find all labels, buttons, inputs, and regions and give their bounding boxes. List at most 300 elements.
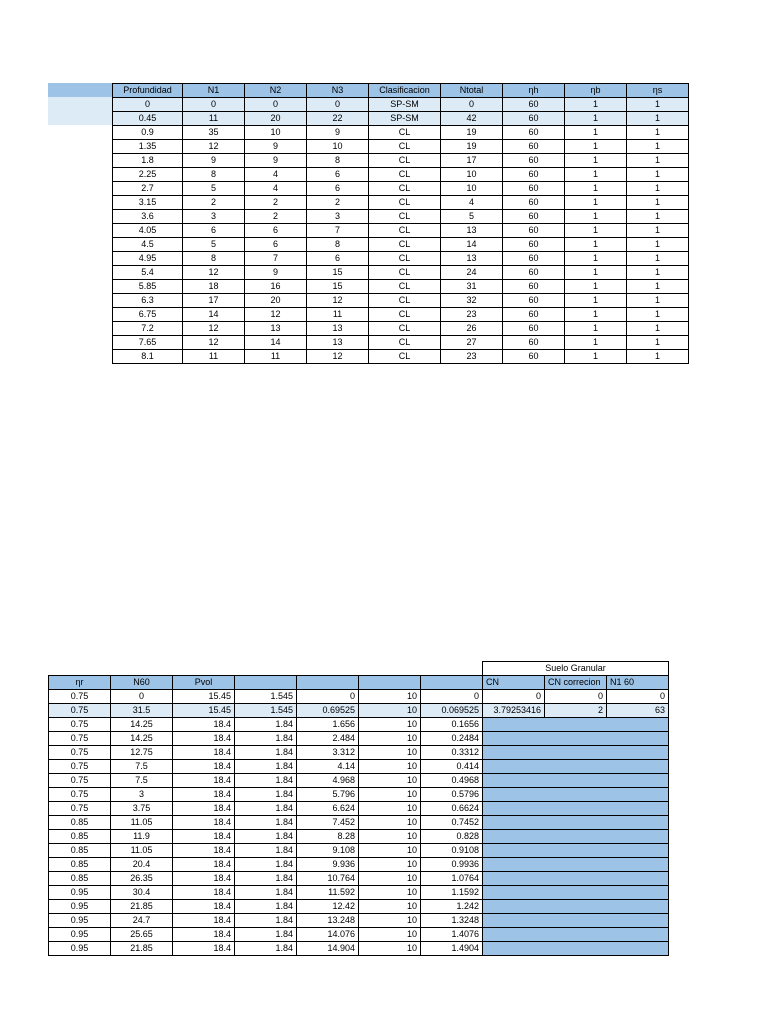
table-cell[interactable]: 60 — [503, 112, 565, 126]
table-cell[interactable]: 11 — [183, 112, 245, 126]
table-cell[interactable]: CL — [369, 252, 441, 266]
table-cell[interactable]: 60 — [503, 140, 565, 154]
table-cell[interactable]: 8 — [307, 238, 369, 252]
table-cell[interactable]: CL — [369, 322, 441, 336]
table-cell[interactable]: 10 — [359, 872, 421, 886]
table-cell[interactable]: 1.84 — [235, 718, 297, 732]
table-cell[interactable]: 15.45 — [173, 704, 235, 718]
table-cell[interactable]: 0.75 — [49, 802, 111, 816]
table-cell[interactable]: 1 — [565, 252, 627, 266]
table-cell[interactable]: 13.248 — [297, 914, 359, 928]
table-cell[interactable]: CL — [369, 126, 441, 140]
table-cell[interactable]: 5 — [183, 182, 245, 196]
table-cell[interactable]: 0 — [307, 98, 369, 112]
table-cell[interactable]: 12.75 — [111, 746, 173, 760]
table-cell[interactable]: 1.84 — [235, 858, 297, 872]
table-cell[interactable]: 4 — [245, 168, 307, 182]
table-cell[interactable]: 20 — [245, 112, 307, 126]
table-cell[interactable]: 14.25 — [111, 732, 173, 746]
table-cell[interactable]: 0.9936 — [421, 858, 483, 872]
table-cell[interactable]: 1.84 — [235, 830, 297, 844]
table-cell[interactable]: 1.84 — [235, 760, 297, 774]
table-cell[interactable]: 60 — [503, 280, 565, 294]
column-header[interactable]: CN — [483, 676, 545, 690]
table-cell[interactable]: 1 — [627, 252, 689, 266]
table-cell[interactable]: 14.25 — [111, 718, 173, 732]
column-header[interactable]: ηr — [49, 676, 111, 690]
table-cell[interactable]: 1 — [565, 112, 627, 126]
table-cell[interactable]: 0.75 — [49, 732, 111, 746]
table-cell[interactable]: 3.15 — [113, 196, 183, 210]
table-cell[interactable]: 0.95 — [49, 928, 111, 942]
table-cell[interactable]: 1 — [627, 294, 689, 308]
table-cell[interactable]: 0 — [441, 98, 503, 112]
table-cell[interactable]: 3 — [111, 788, 173, 802]
table-cell[interactable]: 5.4 — [113, 266, 183, 280]
table-cell[interactable]: 60 — [503, 154, 565, 168]
table-cell[interactable]: 60 — [503, 238, 565, 252]
table-cell[interactable]: 6.624 — [297, 802, 359, 816]
table-cell[interactable]: CL — [369, 336, 441, 350]
table-cell[interactable]: 0.85 — [49, 830, 111, 844]
table-cell[interactable]: 16 — [245, 280, 307, 294]
table-cell[interactable]: 12 — [307, 350, 369, 364]
table-cell[interactable]: 26 — [441, 322, 503, 336]
table-cell[interactable]: 8.28 — [297, 830, 359, 844]
table-cell[interactable]: 1 — [627, 350, 689, 364]
table-cell[interactable]: 11 — [183, 350, 245, 364]
table-cell[interactable]: 1 — [627, 140, 689, 154]
table-cell[interactable]: 1.84 — [235, 802, 297, 816]
table-cell[interactable]: 5.796 — [297, 788, 359, 802]
table-cell[interactable]: 1 — [627, 308, 689, 322]
table-cell[interactable]: 21.85 — [111, 900, 173, 914]
table-cell[interactable]: 6 — [307, 182, 369, 196]
table-cell[interactable]: 31 — [441, 280, 503, 294]
table-cell[interactable]: 0.95 — [49, 886, 111, 900]
table-cell[interactable]: CL — [369, 224, 441, 238]
column-header[interactable]: ηs — [627, 84, 689, 98]
column-header[interactable]: N1 60 — [607, 676, 669, 690]
table-cell[interactable]: 10 — [359, 942, 421, 956]
table-cell[interactable]: 30.4 — [111, 886, 173, 900]
table-cell[interactable]: 60 — [503, 196, 565, 210]
table-cell[interactable]: 1.84 — [235, 746, 297, 760]
table-cell[interactable]: 14.904 — [297, 942, 359, 956]
table-cell[interactable]: CL — [369, 168, 441, 182]
table-cell[interactable]: 10 — [359, 928, 421, 942]
table-cell[interactable]: 14.076 — [297, 928, 359, 942]
table-cell[interactable]: 60 — [503, 182, 565, 196]
table-cell[interactable]: 2.25 — [113, 168, 183, 182]
table-cell[interactable]: 4.95 — [113, 252, 183, 266]
table-cell[interactable]: 8.1 — [113, 350, 183, 364]
table-cell[interactable]: 1.4904 — [421, 942, 483, 956]
table-cell[interactable]: 18.4 — [173, 830, 235, 844]
table-cell[interactable]: 3.75 — [111, 802, 173, 816]
table-cell[interactable]: 1.3248 — [421, 914, 483, 928]
table-cell[interactable]: 1 — [565, 308, 627, 322]
table-cell[interactable]: 10 — [359, 900, 421, 914]
table-cell[interactable]: 1 — [565, 182, 627, 196]
table-cell[interactable]: 0 — [483, 690, 545, 704]
table-cell[interactable]: 18.4 — [173, 872, 235, 886]
table-cell[interactable]: 9.936 — [297, 858, 359, 872]
column-header[interactable]: ηh — [503, 84, 565, 98]
table-cell[interactable]: 17 — [183, 294, 245, 308]
table-cell[interactable]: 20 — [245, 294, 307, 308]
table-cell[interactable]: 1.84 — [235, 928, 297, 942]
table-cell[interactable]: 3.79253416 — [483, 704, 545, 718]
table-cell[interactable]: 0 — [297, 690, 359, 704]
table-cell[interactable]: 1 — [627, 126, 689, 140]
table-cell[interactable]: 9 — [245, 154, 307, 168]
table-cell[interactable]: 11.592 — [297, 886, 359, 900]
table-cell[interactable]: 1 — [565, 154, 627, 168]
table-cell[interactable]: 0.85 — [49, 844, 111, 858]
table-cell[interactable]: 60 — [503, 168, 565, 182]
table-cell[interactable]: 7.5 — [111, 760, 173, 774]
table-cell[interactable]: 3.6 — [113, 210, 183, 224]
table-cell[interactable]: 0.95 — [49, 942, 111, 956]
table-cell[interactable]: 15 — [307, 280, 369, 294]
table-cell[interactable]: CL — [369, 140, 441, 154]
table-cell[interactable]: CL — [369, 210, 441, 224]
table-cell[interactable]: 10 — [359, 718, 421, 732]
table-cell[interactable]: 10 — [359, 830, 421, 844]
table-cell[interactable]: 1 — [627, 224, 689, 238]
table-cell[interactable]: 4.05 — [113, 224, 183, 238]
table-cell[interactable]: 3.312 — [297, 746, 359, 760]
table-cell[interactable]: 7.65 — [113, 336, 183, 350]
table-cell[interactable]: 1.84 — [235, 942, 297, 956]
table-cell[interactable]: 23 — [441, 350, 503, 364]
table-cell[interactable]: 2.7 — [113, 182, 183, 196]
table-cell[interactable]: 60 — [503, 350, 565, 364]
table-cell[interactable]: 6.3 — [113, 294, 183, 308]
table-cell[interactable]: 10 — [359, 886, 421, 900]
table-cell[interactable]: 0.75 — [49, 774, 111, 788]
table-cell[interactable]: 18.4 — [173, 900, 235, 914]
column-header[interactable]: N2 — [245, 84, 307, 98]
table-cell[interactable]: 10 — [359, 816, 421, 830]
column-header[interactable] — [359, 676, 421, 690]
table-cell[interactable]: 10 — [359, 844, 421, 858]
table-cell[interactable]: 15 — [307, 266, 369, 280]
table-cell[interactable]: SP-SM — [369, 112, 441, 126]
table-cell[interactable]: 4.14 — [297, 760, 359, 774]
table-cell[interactable]: SP-SM — [369, 98, 441, 112]
table-cell[interactable]: 60 — [503, 98, 565, 112]
table-cell[interactable]: 10 — [359, 746, 421, 760]
table-cell[interactable]: 1.545 — [235, 690, 297, 704]
table-cell[interactable]: 0.95 — [49, 914, 111, 928]
table-cell[interactable]: 1 — [627, 210, 689, 224]
table-cell[interactable]: 6.75 — [113, 308, 183, 322]
table-cell[interactable]: 2 — [307, 196, 369, 210]
table-cell[interactable]: 18 — [183, 280, 245, 294]
table-cell[interactable]: 2.484 — [297, 732, 359, 746]
table-cell[interactable]: 0.75 — [49, 788, 111, 802]
table-cell[interactable]: 1 — [627, 266, 689, 280]
column-header[interactable]: Pvol — [173, 676, 235, 690]
table-cell[interactable]: 5 — [441, 210, 503, 224]
table-cell[interactable]: 4 — [245, 182, 307, 196]
table-cell[interactable]: 11.05 — [111, 816, 173, 830]
table-cell[interactable]: CL — [369, 154, 441, 168]
table-cell[interactable]: 0.69525 — [297, 704, 359, 718]
table-cell[interactable]: 60 — [503, 322, 565, 336]
table-cell[interactable]: 9 — [245, 266, 307, 280]
table-cell[interactable]: 10 — [359, 802, 421, 816]
table-cell[interactable]: 20.4 — [111, 858, 173, 872]
table-cell[interactable]: 1 — [565, 238, 627, 252]
table-cell[interactable]: 1.84 — [235, 844, 297, 858]
table-cell[interactable]: 0.828 — [421, 830, 483, 844]
table-cell[interactable]: 0.069525 — [421, 704, 483, 718]
table-cell[interactable]: 11.9 — [111, 830, 173, 844]
table-cell[interactable]: 8 — [307, 154, 369, 168]
table-cell[interactable]: 1 — [627, 182, 689, 196]
table-cell[interactable]: 2 — [545, 704, 607, 718]
table-cell[interactable]: 7.5 — [111, 774, 173, 788]
table-cell[interactable]: 1.656 — [297, 718, 359, 732]
table-cell[interactable]: 11.05 — [111, 844, 173, 858]
table-cell[interactable]: 18.4 — [173, 732, 235, 746]
table-cell[interactable]: 1.1592 — [421, 886, 483, 900]
table-cell[interactable]: 21.85 — [111, 942, 173, 956]
table-cell[interactable]: 1 — [565, 280, 627, 294]
table-cell[interactable]: 1 — [627, 322, 689, 336]
table-cell[interactable]: 60 — [503, 210, 565, 224]
table-cell[interactable]: 10 — [359, 788, 421, 802]
table-cell[interactable]: 32 — [441, 294, 503, 308]
table-cell[interactable]: 1 — [565, 98, 627, 112]
table-cell[interactable]: 18.4 — [173, 760, 235, 774]
table-cell[interactable]: 14 — [183, 308, 245, 322]
table-cell[interactable]: 1.84 — [235, 816, 297, 830]
table-cell[interactable]: 10 — [441, 182, 503, 196]
column-header[interactable]: Profundidad — [113, 84, 183, 98]
table-cell[interactable]: 7 — [245, 252, 307, 266]
column-header[interactable]: Ntotal — [441, 84, 503, 98]
table-cell[interactable]: 0 — [183, 98, 245, 112]
table-cell[interactable]: 24.7 — [111, 914, 173, 928]
table-cell[interactable]: 0 — [545, 690, 607, 704]
table-cell[interactable]: 10.764 — [297, 872, 359, 886]
table-cell[interactable]: 14 — [441, 238, 503, 252]
table-cell[interactable]: 0.85 — [49, 816, 111, 830]
column-header[interactable] — [421, 676, 483, 690]
table-cell[interactable]: 1 — [565, 126, 627, 140]
table-cell[interactable]: 60 — [503, 252, 565, 266]
table-cell[interactable]: 1 — [565, 336, 627, 350]
table-cell[interactable]: 12 — [183, 322, 245, 336]
table-cell[interactable]: 2 — [183, 196, 245, 210]
table-cell[interactable]: 18.4 — [173, 816, 235, 830]
table-cell[interactable]: 1 — [627, 280, 689, 294]
table-cell[interactable]: 1.84 — [235, 872, 297, 886]
table-cell[interactable]: CL — [369, 308, 441, 322]
table-cell[interactable]: 22 — [307, 112, 369, 126]
table-cell[interactable]: 0.9 — [113, 126, 183, 140]
table-cell[interactable]: 10 — [359, 914, 421, 928]
table-cell[interactable]: 9.108 — [297, 844, 359, 858]
table-cell[interactable]: 63 — [607, 704, 669, 718]
table-cell[interactable]: 1 — [565, 322, 627, 336]
table-cell[interactable]: 1 — [565, 266, 627, 280]
table-cell[interactable]: 1.35 — [113, 140, 183, 154]
table-cell[interactable]: 18.4 — [173, 914, 235, 928]
table-cell[interactable]: 15.45 — [173, 690, 235, 704]
table-cell[interactable]: 0.75 — [49, 704, 111, 718]
column-header[interactable] — [235, 676, 297, 690]
table-cell[interactable]: 0.414 — [421, 760, 483, 774]
table-cell[interactable]: 9 — [245, 140, 307, 154]
table-cell[interactable]: 60 — [503, 308, 565, 322]
column-header[interactable]: CN correcion — [545, 676, 607, 690]
table-cell[interactable]: 10 — [359, 704, 421, 718]
table-cell[interactable]: 7.452 — [297, 816, 359, 830]
table-cell[interactable]: 1 — [627, 336, 689, 350]
table-cell[interactable]: CL — [369, 182, 441, 196]
table-cell[interactable]: 60 — [503, 126, 565, 140]
table-cell[interactable]: 1 — [565, 210, 627, 224]
table-cell[interactable]: CL — [369, 350, 441, 364]
table-cell[interactable]: 6 — [183, 224, 245, 238]
table-cell[interactable]: 14 — [245, 336, 307, 350]
table-cell[interactable]: 31.5 — [111, 704, 173, 718]
table-cell[interactable]: 7.2 — [113, 322, 183, 336]
table-cell[interactable]: 4.968 — [297, 774, 359, 788]
table-cell[interactable]: 13 — [441, 252, 503, 266]
table-cell[interactable]: 10 — [359, 732, 421, 746]
table-cell[interactable]: 18.4 — [173, 788, 235, 802]
table-cell[interactable]: 0.95 — [49, 900, 111, 914]
table-cell[interactable]: 11 — [245, 350, 307, 364]
table-cell[interactable]: 60 — [503, 266, 565, 280]
table-cell[interactable]: 1 — [627, 154, 689, 168]
table-cell[interactable]: 10 — [359, 858, 421, 872]
table-cell[interactable]: 1.8 — [113, 154, 183, 168]
table-cell[interactable]: 0 — [607, 690, 669, 704]
table-cell[interactable]: 1 — [565, 168, 627, 182]
table-cell[interactable]: 8 — [183, 168, 245, 182]
table-cell[interactable]: 0.5796 — [421, 788, 483, 802]
table-cell[interactable]: 1 — [565, 196, 627, 210]
column-header[interactable]: Clasificacion — [369, 84, 441, 98]
table-cell[interactable]: 6 — [307, 168, 369, 182]
table-cell[interactable]: 1 — [627, 168, 689, 182]
column-header[interactable]: N3 — [307, 84, 369, 98]
table-cell[interactable]: 18.4 — [173, 844, 235, 858]
column-header[interactable]: N60 — [111, 676, 173, 690]
table-cell[interactable]: 1.84 — [235, 914, 297, 928]
table-cell[interactable]: 1 — [627, 196, 689, 210]
table-cell[interactable]: 1.84 — [235, 788, 297, 802]
table-cell[interactable]: 60 — [503, 336, 565, 350]
table-cell[interactable]: 19 — [441, 126, 503, 140]
table-cell[interactable]: 0 — [421, 690, 483, 704]
table-cell[interactable]: 1 — [565, 224, 627, 238]
table-cell[interactable]: 17 — [441, 154, 503, 168]
table-cell[interactable]: 0.4968 — [421, 774, 483, 788]
table-cell[interactable]: 13 — [307, 322, 369, 336]
table-cell[interactable]: CL — [369, 294, 441, 308]
table-cell[interactable]: 18.4 — [173, 718, 235, 732]
table-cell[interactable]: 6 — [307, 252, 369, 266]
table-cell[interactable]: 60 — [503, 294, 565, 308]
table-cell[interactable]: 27 — [441, 336, 503, 350]
table-cell[interactable]: 0 — [113, 98, 183, 112]
column-header[interactable] — [297, 676, 359, 690]
table-cell[interactable]: 1 — [627, 238, 689, 252]
table-cell[interactable]: 60 — [503, 224, 565, 238]
table-cell[interactable]: 18.4 — [173, 928, 235, 942]
table-cell[interactable]: 2 — [245, 210, 307, 224]
table-cell[interactable]: 4 — [441, 196, 503, 210]
table-cell[interactable]: 0.85 — [49, 872, 111, 886]
table-cell[interactable]: 35 — [183, 126, 245, 140]
table-cell[interactable]: 1 — [627, 98, 689, 112]
table-cell[interactable]: 18.4 — [173, 802, 235, 816]
table-cell[interactable]: 8 — [183, 252, 245, 266]
table-cell[interactable]: 26.35 — [111, 872, 173, 886]
column-header[interactable]: N1 — [183, 84, 245, 98]
table-cell[interactable]: 25.65 — [111, 928, 173, 942]
table-cell[interactable]: CL — [369, 266, 441, 280]
table-cell[interactable]: 10 — [359, 760, 421, 774]
table-cell[interactable]: 10 — [307, 140, 369, 154]
table-cell[interactable]: 6 — [245, 238, 307, 252]
table-cell[interactable]: CL — [369, 280, 441, 294]
table-cell[interactable]: 0.75 — [49, 718, 111, 732]
table-cell[interactable]: 3 — [307, 210, 369, 224]
table-cell[interactable]: 18.4 — [173, 774, 235, 788]
table-cell[interactable]: 42 — [441, 112, 503, 126]
table-cell[interactable]: 0.9108 — [421, 844, 483, 858]
table-cell[interactable]: 0.85 — [49, 858, 111, 872]
table-cell[interactable]: 12 — [307, 294, 369, 308]
table-cell[interactable]: 1 — [565, 294, 627, 308]
table-cell[interactable]: 11 — [307, 308, 369, 322]
table-cell[interactable]: 18.4 — [173, 858, 235, 872]
table-cell[interactable]: 4.5 — [113, 238, 183, 252]
table-cell[interactable]: 5.85 — [113, 280, 183, 294]
table-cell[interactable]: 12 — [183, 140, 245, 154]
table-cell[interactable]: 9 — [307, 126, 369, 140]
table-cell[interactable]: 1.84 — [235, 774, 297, 788]
table-cell[interactable]: 12 — [183, 336, 245, 350]
table-cell[interactable]: 18.4 — [173, 746, 235, 760]
table-cell[interactable]: 10 — [245, 126, 307, 140]
table-cell[interactable]: 0.7452 — [421, 816, 483, 830]
table-cell[interactable]: 0.75 — [49, 690, 111, 704]
table-cell[interactable]: 5 — [183, 238, 245, 252]
table-cell[interactable]: 24 — [441, 266, 503, 280]
table-cell[interactable]: 1.242 — [421, 900, 483, 914]
table-cell[interactable]: 1.84 — [235, 732, 297, 746]
table-cell[interactable]: 23 — [441, 308, 503, 322]
table-cell[interactable]: 0.75 — [49, 760, 111, 774]
table-cell[interactable]: 0.45 — [113, 112, 183, 126]
table-cell[interactable]: 10 — [359, 774, 421, 788]
table-cell[interactable]: 12 — [245, 308, 307, 322]
table-cell[interactable]: 10 — [359, 690, 421, 704]
table-cell[interactable]: 1.545 — [235, 704, 297, 718]
table-cell[interactable]: 1.4076 — [421, 928, 483, 942]
table-cell[interactable]: 0.3312 — [421, 746, 483, 760]
